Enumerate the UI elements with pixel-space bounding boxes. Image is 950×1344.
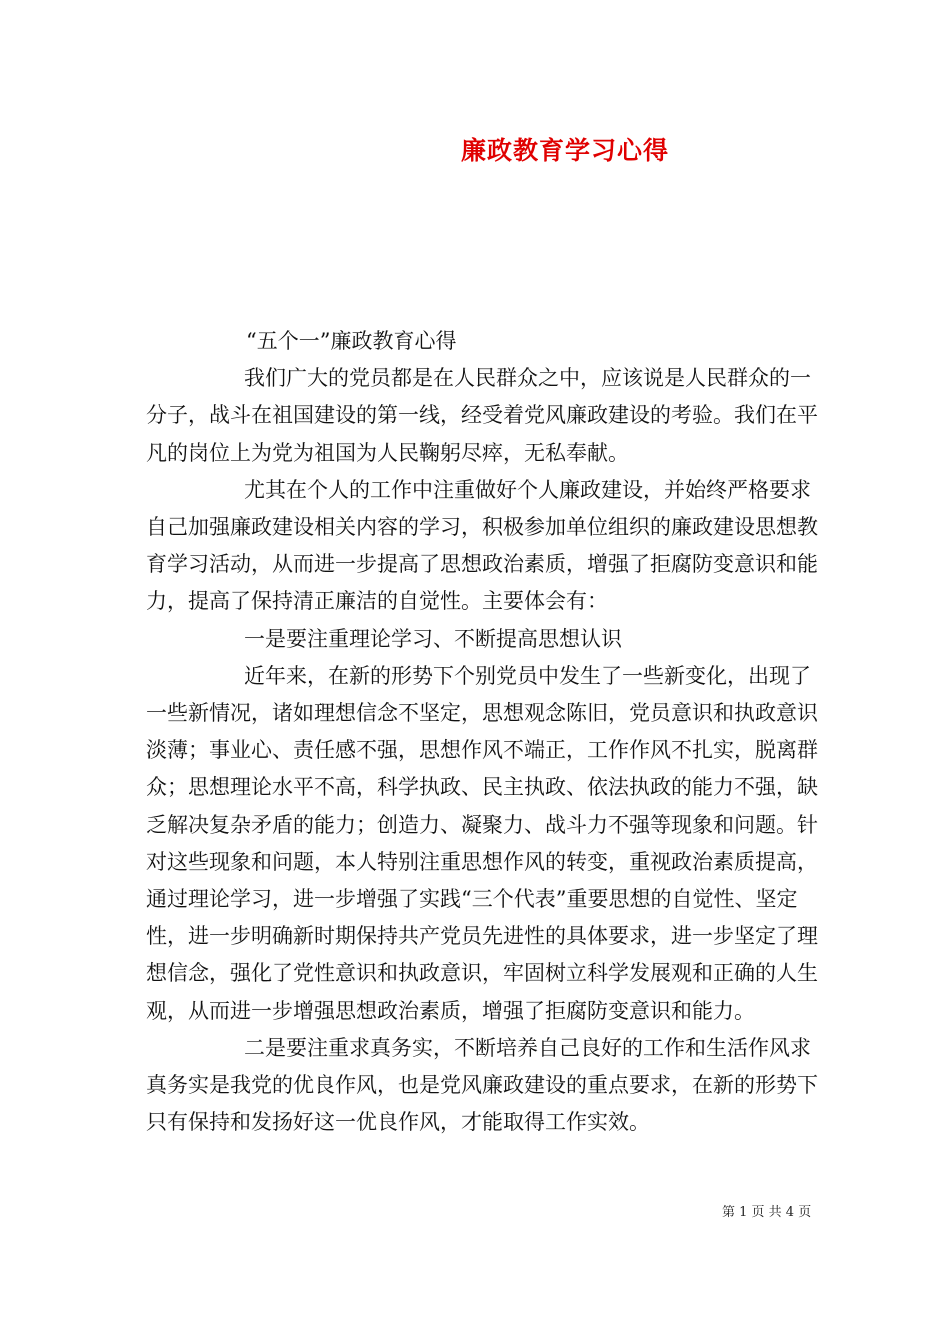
paragraph: 二是要注重求真务实，不断培养自己良好的工作和生活作风求真务实是我党的优良作风，也是党风廉政建设的重点要求，在新的形势下只有保持和发扬好这一优良作风，才能取得工作实效。 — [146, 1035, 818, 1135]
paragraph: 我们广大的党员都是在人民群众之中，应该说是人民群众的一分子，战斗在祖国建设的第一线，经受着党风廉政建设的考验。我们在平凡的岗位上为党为祖国为人民鞠躬尽瘁，无私奉献。 — [146, 366, 818, 465]
page-title: 廉政教育学习心得 — [460, 136, 669, 165]
page-number-footer: 第 1 页 共 4 页 — [722, 1205, 812, 1220]
paragraph: 一是要注重理论学习、不断提高思想认识 — [244, 626, 622, 651]
paragraph: 尤其在个人的工作中注重做好个人廉政建设，并始终严格要求自己加强廉政建设相关内容的学习，积极参加单位组织的廉政建设思想教育学习活动，从而进一步提高了思想政治素质，增强了拒腐防变意识和能力，提高了保持清正廉洁的自觉性。主要体会有： — [146, 477, 818, 614]
document-body — [146, 323, 826, 1141]
section-heading: “五个一”廉政教育心得 — [246, 329, 457, 353]
paragraph: 近年来，在新的形势下个别党员中发生了一些新变化，出现了一些新情况，诸如理想信念不坚定，思想观念陈旧，党员意识和执政意识淡薄；事业心、责任感不强，思想作风不端正，工作作风不扎实，脱离群众；思想理论水平不高，科学执政、民主执政、依法执政的能力不强，缺乏解决复杂矛盾的能力；创造力、凝聚力、战斗力不强等现象和问题。针对这些现象和问题，本人特别注重思想作风的转变，重视政治素质提高，通过理论学习，进一步增强了实践“三个代表”重要思想的自觉性、坚定性，进一步明确新时期保持共产党员先进性的具体要求，进一步坚定了理想信念，强化了党性意识和执政意识，牢固树立科学发展观和正确的人生观，从而进一步增强思想政治素质，增强了拒腐防变意识和能力。 — [146, 663, 818, 1023]
